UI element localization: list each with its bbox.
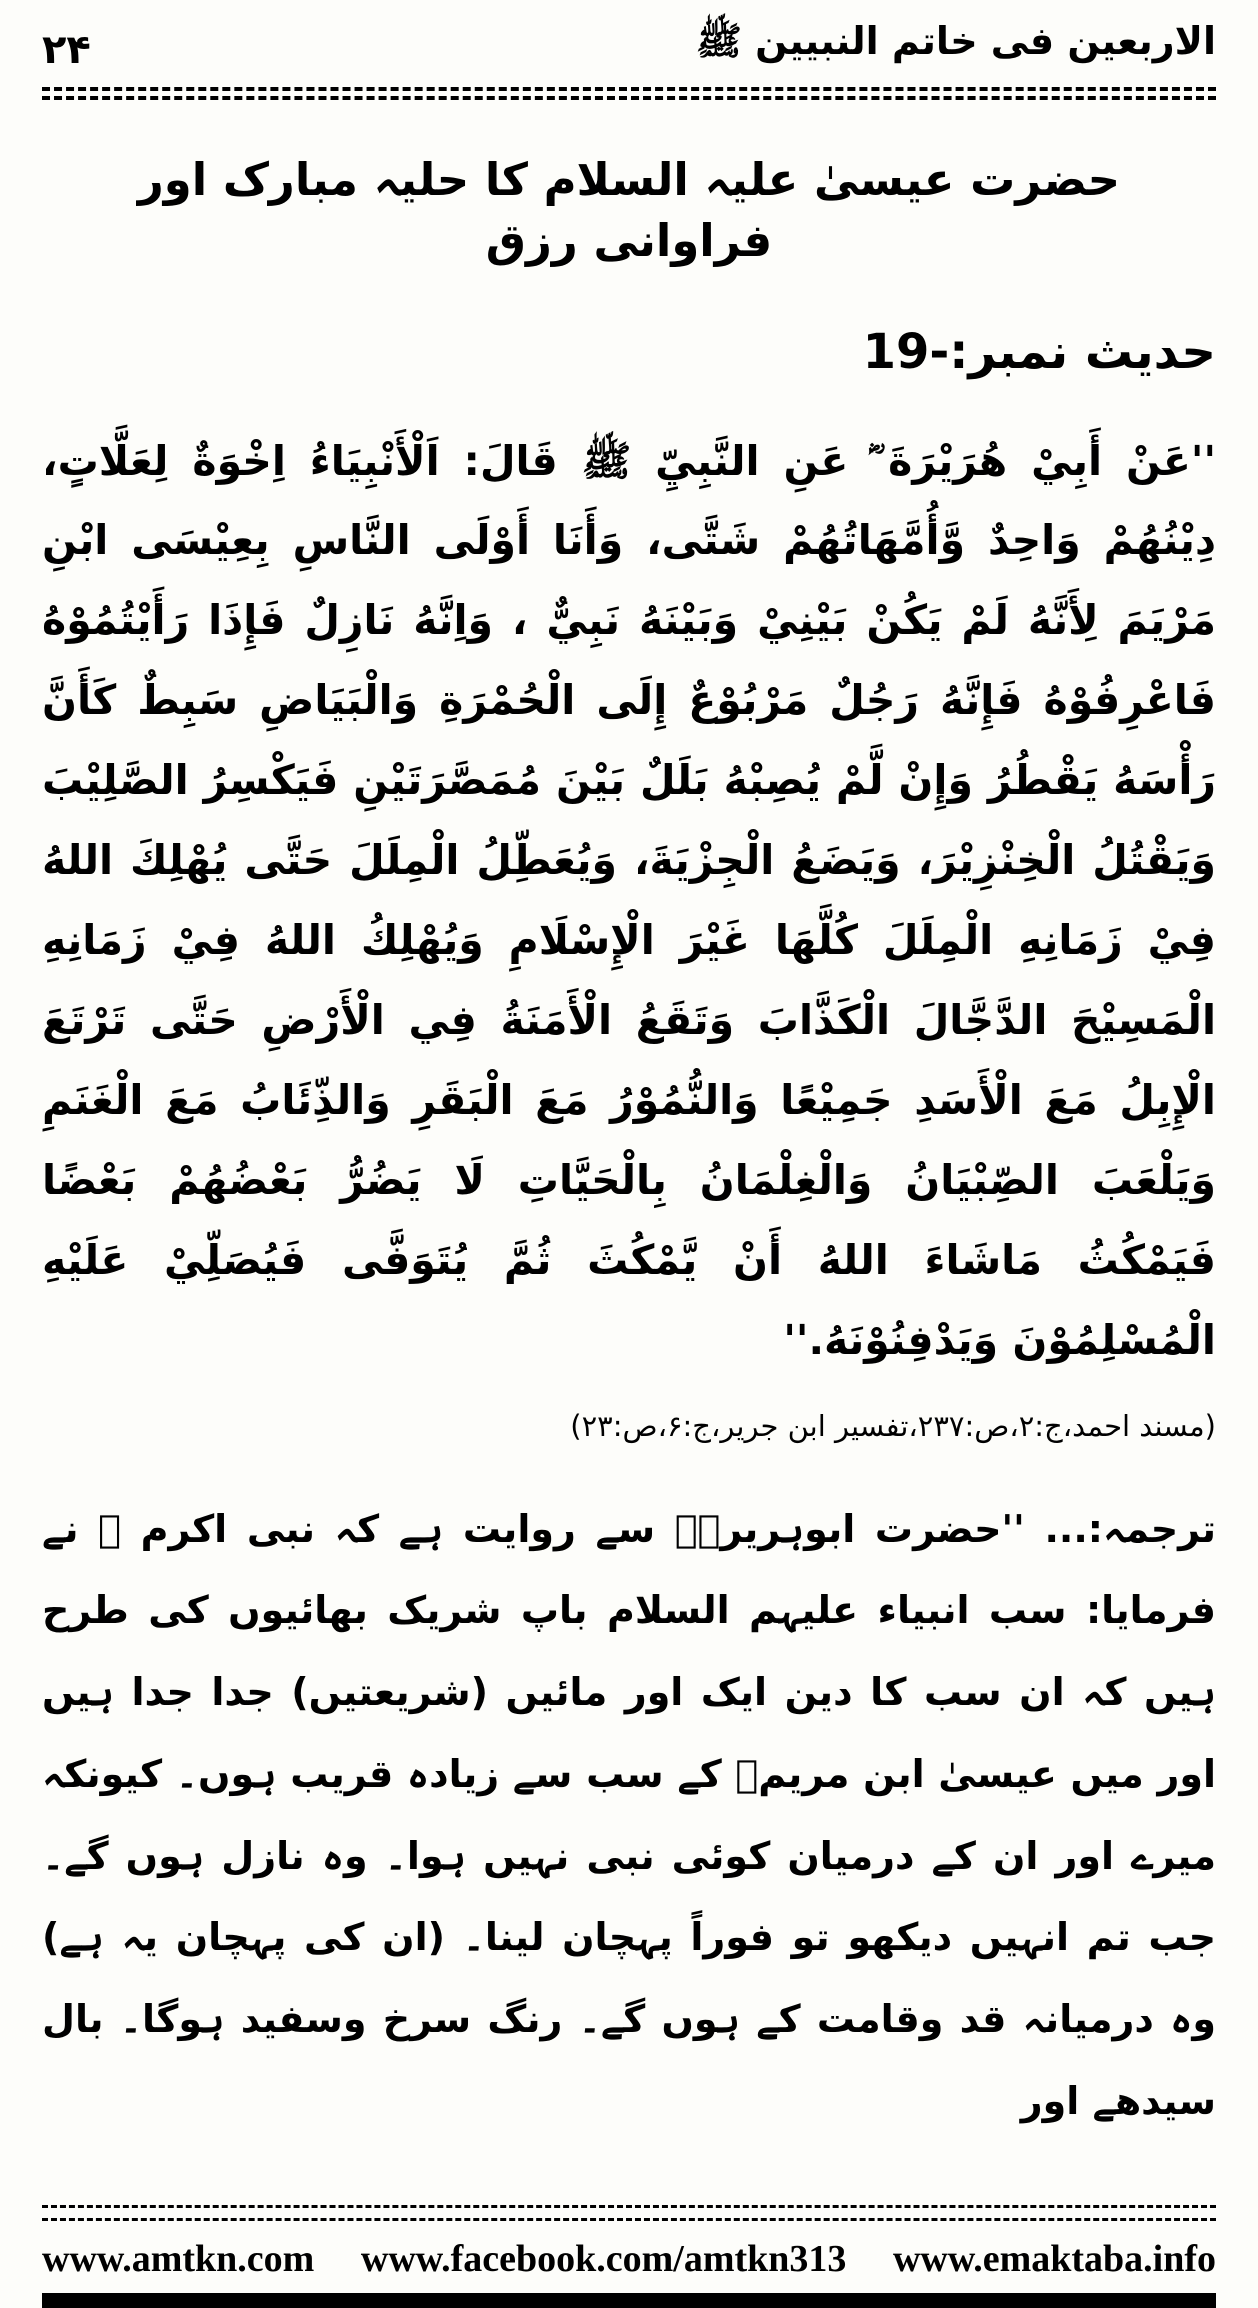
hadith-number: حدیث نمبر:-19 xyxy=(862,323,1216,380)
page-header xyxy=(42,0,1216,73)
page-footer xyxy=(42,2191,1216,2308)
hadith-arabic-text: ''عَنْ أَبِيْ هُرَيْرَةَ ؓ عَنِ النَّبِيِّ ﷺ قَالَ: اَلْأَنْبِيَاءُ اِخْوَةٌ لِعَلَّاتٍ، دِيْنُهُمْ وَاحِدٌ وَّأُمَّهَاتُهُمْ شَتَّى، وَأَنَا أَوْلَى النَّاسِ بِعِيْسَى ابْنِ مَرْيَمَ لِأَنَّهُ لَمْ يَكُنْ بَيْنِيْ وَبَيْنَهُ نَبِيٌّ ، وَاِنَّهُ نَازِلٌ فَإِذَا رَأَيْتُمُوْهُ فَاعْرِفُوْهُ فَإِنَّهُ رَجُلٌ مَرْبُوْعٌ إِلَى الْحُمْرَةِ وَالْبَيَاضِ سَبِطٌ كَأَنَّ رَأْسَهُ يَقْطُرُ وَإِنْ لَّمْ يُصِبْهُ بَلَلٌ بَيْنَ مُمَصَّرَتَيْنِ فَيَكْسِرُ الصَّلِيْبَ وَيَقْتُلُ الْخِنْزِيْرَ، وَيَضَعُ الْجِزْيَةَ، وَيُعَطِّلُ الْمِلَلَ حَتَّى يُهْلِكَ اللهُ فِيْ زَمَانِهِ الْمِلَلَ كُلَّهَا غَيْرَ الْإِسْلَامِ وَيُهْلِكُ اللهُ فِيْ زَمَانِهِ الْمَسِيْحَ الدَّجَّالَ الْكَذَّابَ وَتَقَعُ الْأَمَنَةُ فِي الْأَرْضِ حَتَّى تَرْتَعَ الْإِبِلُ مَعَ الْأَسَدِ جَمِيْعًا وَالنُّمُوْرُ مَعَ الْبَقَرِ وَالذِّئَابُ مَعَ الْغَنَمِ وَيَلْعَبَ الصِّبْيَانُ وَالْغِلْمَانُ بِالْحَيَّاتِ لَا يَضُرُّ بَعْضُهُمْ بَعْضًا فَيَمْكُثُ مَاشَاءَ اللهُ أَنْ يَّمْكُثَ ثُمَّ يُتَوَفَّى فَيُصَلِّيْ عَلَيْهِ الْمُسْلِمُوْنَ وَيَدْفِنُوْنَهُ.'' xyxy=(42,436,1216,1364)
footer-divider-top xyxy=(42,2205,1216,2208)
footer-black-bar xyxy=(42,2293,1216,2308)
footer-link-emaktaba: www.emaktaba.info xyxy=(892,2238,1216,2280)
translation-label: ترجمہ:... xyxy=(1044,1506,1217,1551)
book-title: الاربعین فی خاتم النبیین ﷺ xyxy=(695,19,1216,63)
footer-divider-bottom xyxy=(42,2218,1216,2221)
footer-link-facebook: www.facebook.com/amtkn313 xyxy=(360,2238,847,2280)
footer-links-row xyxy=(42,2237,1216,2281)
page-number: ۲۴ xyxy=(42,27,91,73)
urdu-translation xyxy=(42,1489,1216,2143)
hadith-reference: (مسند احمد،ج:۲،ص:۲۳۷،تفسیر ابن جریر،ج:۶،ص:۲۳) xyxy=(570,1408,1216,1443)
chapter-title: حضرت عیسیٰ علیہ السلام کا حلیہ مبارک اور فراوانی رزق xyxy=(137,153,1121,267)
footer-link-amtkn: www.amtkn.com xyxy=(42,2238,315,2280)
header-divider xyxy=(42,87,1216,100)
translation-text: ''حضرت ابوہریرہؓ سے روایت ہے کہ نبی اکرم ﷺ نے فرمایا: سب انبیاء علیہم السلام باپ شریک بھائیوں کی طرح ہیں کہ ان سب کا دین ایک اور مائیں (شریعتیں) جدا جدا ہیں اور میں عیسیٰ ابن مریمؑ کے سب سے زیادہ قریب ہوں۔ کیونکہ میرے اور ان کے درمیان کوئی نبی نہیں ہوا۔ وہ نازل ہوں گے۔ جب تم انہیں دیکھو تو فوراً پہچان لینا۔ (ان کی پہچان یہ ہے) وہ درمیانہ قد وقامت کے ہوں گے۔ رنگ سرخ وسفید ہوگا۔ بال سیدھے اور xyxy=(42,1506,1216,2123)
